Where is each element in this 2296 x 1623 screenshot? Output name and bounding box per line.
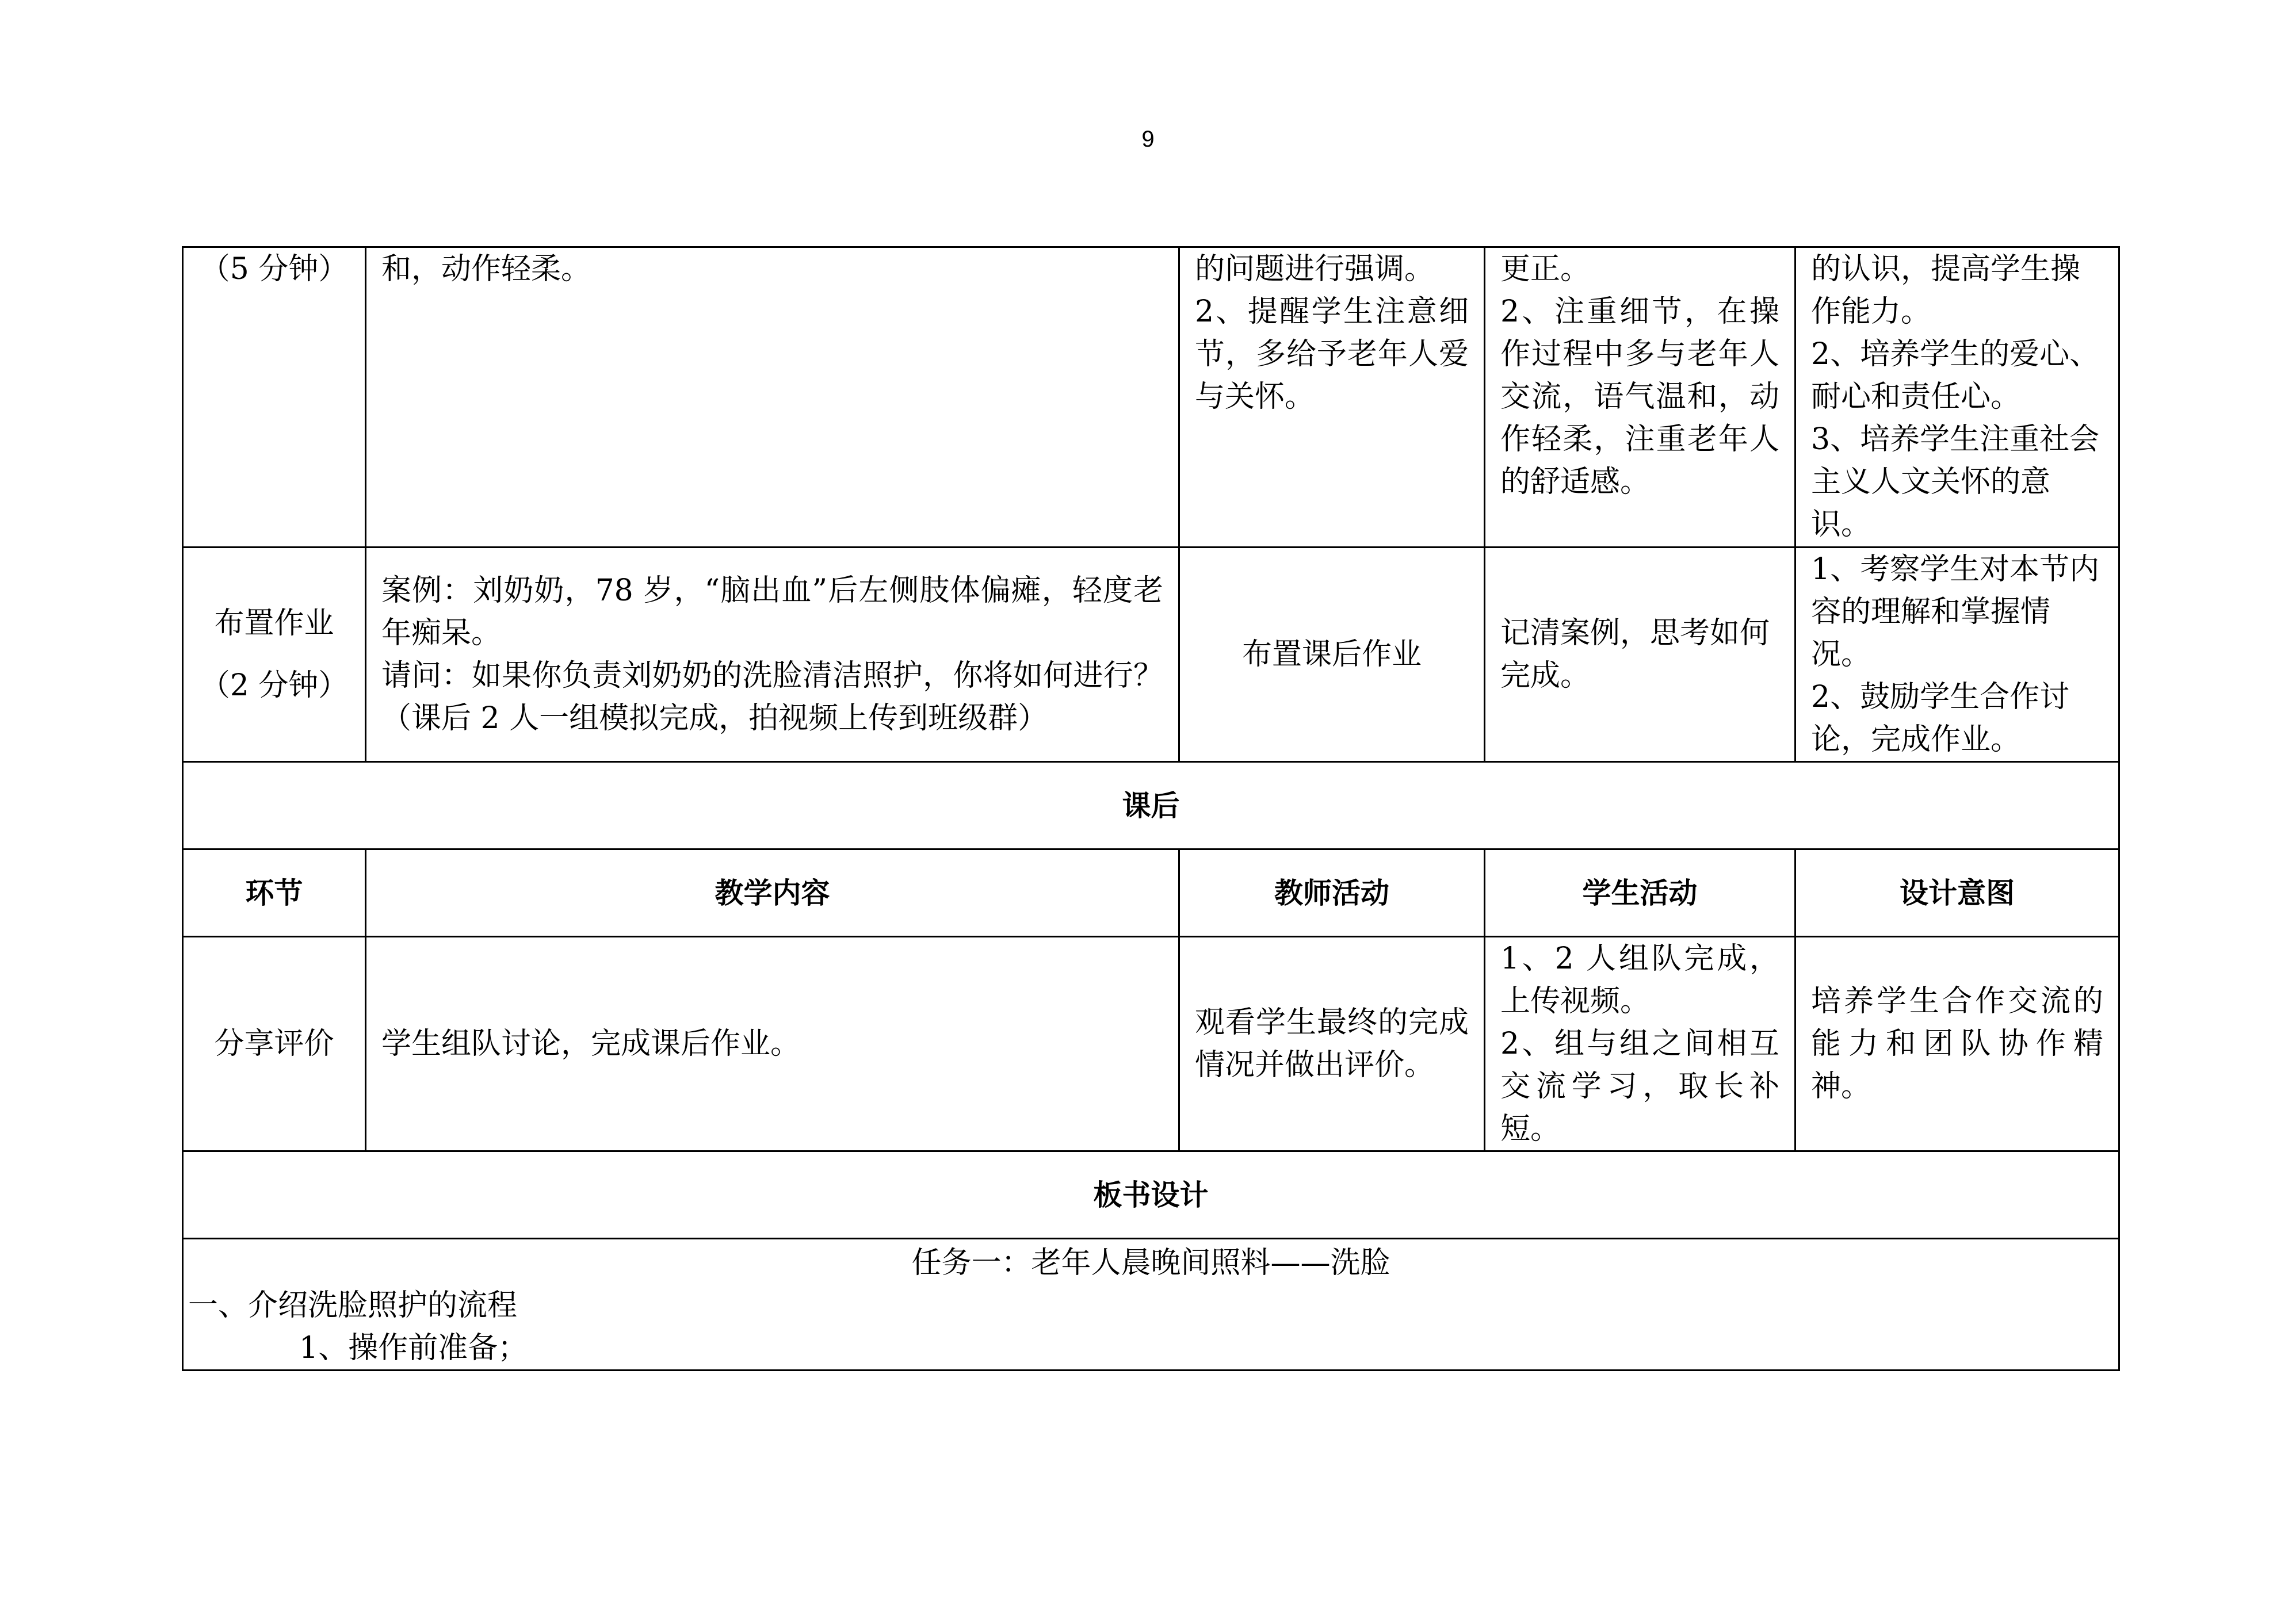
student-cell xyxy=(1485,937,1795,1151)
board-title: 任务一：老年人晨晚间照料——洗脸 xyxy=(911,1246,1390,1280)
intent-text: 1、考察学生对本节内容的理解和掌握情况。 xyxy=(1811,552,2100,672)
student-text: 2、注重细节，在操作过程中多与老年人交流，语气温和，动作轻柔，注重老年人的舒适感。 xyxy=(1500,294,1779,499)
table-row-share xyxy=(183,937,2119,1151)
column-header: 教学内容 xyxy=(366,849,1179,937)
teacher-text: 的问题进行强调。 xyxy=(1195,252,1435,286)
stage-cell xyxy=(183,548,366,762)
student-text: 记清案例，思考如何完成。 xyxy=(1500,616,1770,693)
question-text: 请问：如果你负责刘奶奶的洗脸清洁照护，你将如何进行？（课后 2 人一组模拟完成，拍视频上传到班级群） xyxy=(381,659,1163,736)
student-cell xyxy=(1485,548,1795,762)
content-text: 和，动作轻柔。 xyxy=(381,252,591,286)
stage-label: 布置作业 xyxy=(214,606,334,641)
table-header-row xyxy=(183,849,2119,937)
teacher-cell xyxy=(1179,548,1485,762)
column-header: 教师活动 xyxy=(1179,849,1485,937)
lesson-plan-table xyxy=(182,246,2120,1371)
student-cell xyxy=(1485,247,1795,548)
teacher-cell xyxy=(1179,937,1485,1151)
table-row-homework xyxy=(183,548,2119,762)
table-row-section-heading xyxy=(183,762,2119,849)
table-row-board xyxy=(183,1239,2119,1371)
case-text: 案例：刘奶奶，78 岁，“脑出血”后左侧肢体偏瘫，轻度老年痴呆。 xyxy=(381,573,1163,650)
stage-duration: （2 分钟） xyxy=(200,668,349,703)
content-cell xyxy=(366,937,1179,1151)
table-row-section-heading xyxy=(183,1151,2119,1239)
intent-text: 的认识，提高学生操作能力。 xyxy=(1811,252,2081,329)
student-text: 1、2 人组队完成，上传视频。 xyxy=(1500,941,1779,1019)
page-number: 9 xyxy=(1141,127,1155,152)
student-text: 2、组与组之间相互交流学习，取长补短。 xyxy=(1500,1027,1779,1146)
stage-duration: （5 分钟） xyxy=(200,252,349,286)
intent-text: 2、培养学生的爱心、耐心和责任心。 xyxy=(1811,337,2100,414)
column-header: 环节 xyxy=(183,849,366,937)
intent-cell xyxy=(1795,937,2119,1151)
intent-cell xyxy=(1795,247,2119,548)
stage-cell xyxy=(183,247,366,548)
column-header: 学生活动 xyxy=(1485,849,1795,937)
board-item: 1、操作前准备； xyxy=(299,1331,528,1365)
teacher-text: 2、提醒学生注意细节，多给予老年人爱与关怀。 xyxy=(1195,294,1469,414)
teacher-text: 布置课后作业 xyxy=(1241,637,1422,672)
section-heading: 板书设计 xyxy=(183,1151,2119,1239)
section-heading: 课后 xyxy=(183,762,2119,849)
intent-cell xyxy=(1795,548,2119,762)
intent-text: 2、鼓励学生合作讨论，完成作业。 xyxy=(1811,680,2070,757)
intent-text: 3、培养学生注重社会主义人文关怀的意识。 xyxy=(1811,422,2100,542)
teacher-text: 观看学生最终的完成情况并做出评价。 xyxy=(1195,1005,1469,1082)
teacher-cell xyxy=(1179,247,1485,548)
intent-text: 培养学生合作交流的能力和团队协作精神。 xyxy=(1811,984,2103,1104)
content-cell xyxy=(366,247,1179,548)
content-text: 学生组队讨论，完成课后作业。 xyxy=(381,1027,801,1061)
stage-label: 分享评价 xyxy=(214,1027,334,1061)
table-row-continued xyxy=(183,247,2119,548)
board-section: 一、介绍洗脸照护的流程 xyxy=(188,1288,518,1323)
content-cell xyxy=(366,548,1179,762)
student-text: 更正。 xyxy=(1500,252,1591,286)
board-design-cell xyxy=(183,1239,2119,1371)
column-header: 设计意图 xyxy=(1795,849,2119,937)
stage-cell xyxy=(183,937,366,1151)
